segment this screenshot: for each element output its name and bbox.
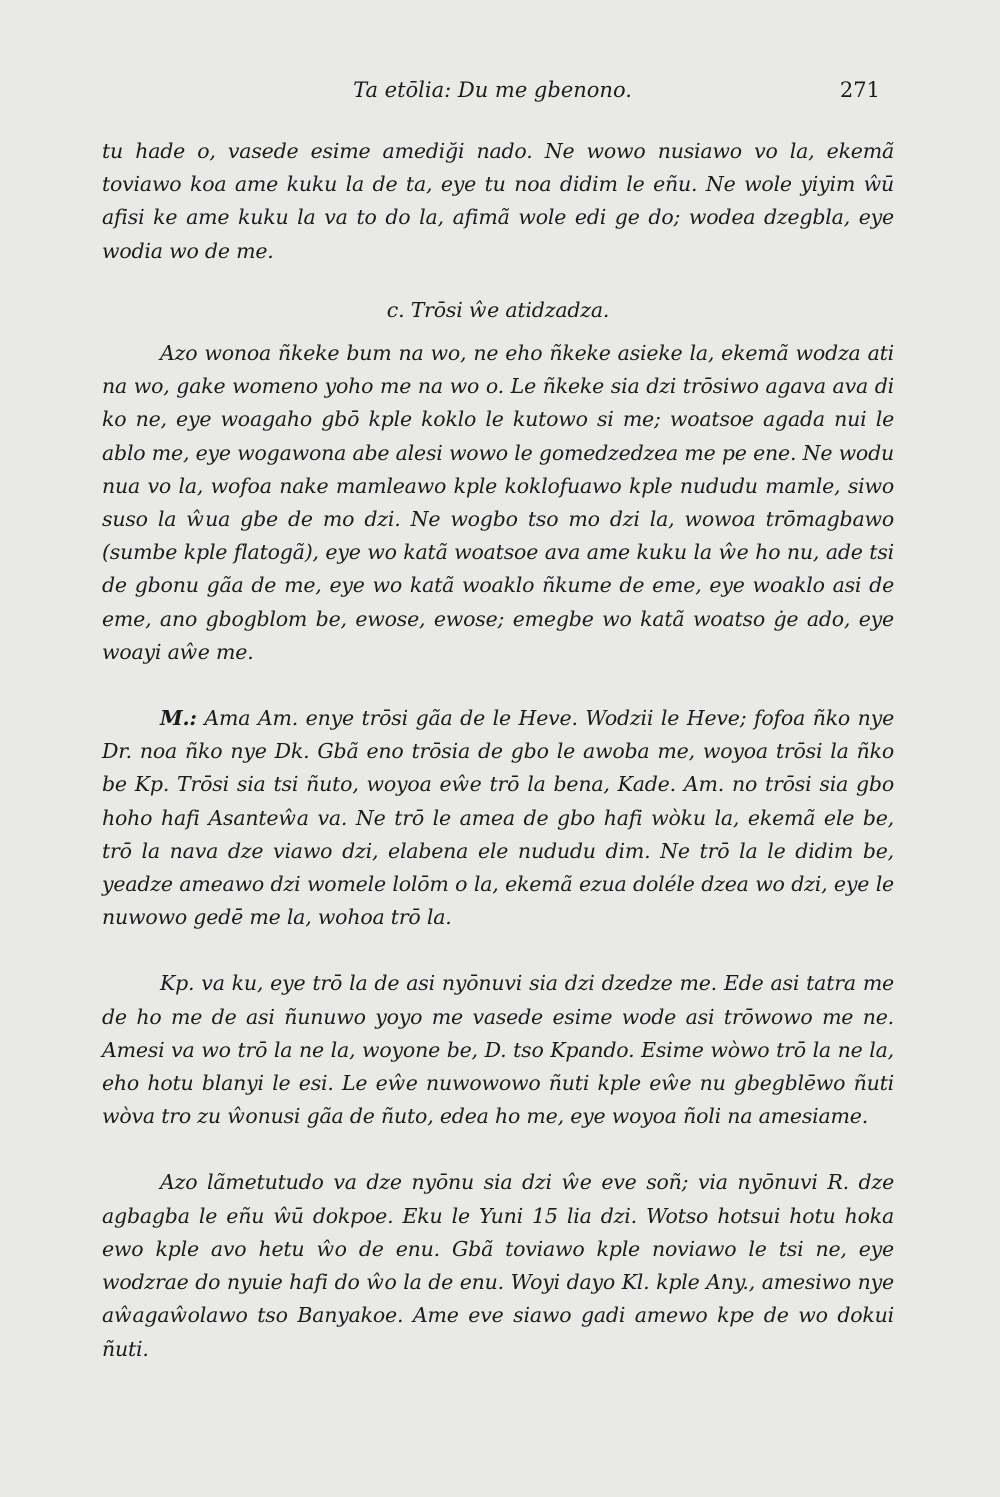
paragraph-5: Azo lãmetutudo va dze nyōnu sia dzi ŵe eve soñ; via nyōnuvi R. dze agbagba le eñu ŵū dokpoe. Eku le Yuni 15 lia dzi. Wotso hotsui hotu hoka ewo kple avo hetu ŵo de enu. Gbã toviawo kple noviawo le tsi ne, eye wodzrae do nyuie hafi do ŵo la de enu. Woyi dayo Kl. kple Any., amesiwo nye aŵagaŵolawo tso Banyakoe. Ame eve siawo gadi amewo kpe de wo dokui ñuti. — [102, 1170, 894, 1361]
section-subheading: c. Trōsi ŵe atidzadza. — [386, 297, 610, 322]
paragraph-3 — [102, 702, 894, 934]
page-number: 271 — [839, 78, 880, 102]
body-text — [102, 135, 894, 1366]
running-title: Ta etōlia: Du me gbenono. — [353, 78, 632, 102]
page-header — [105, 78, 880, 108]
paragraph-4: Kp. va ku, eye trō la de asi nyōnuvi sia dzi dzedze me. Ede asi tatra me de ho me de asi ñunuwo yoyo me vasede esime wode asi trōwowo me ne. Amesi va wo trō la ne la, woyone be, D. tso Kpando. Esime wòwo trō la ne la, eho hotu blanyi le esi. Le eŵe nuwowowo ñuti kple eŵe nu gbegblēwo ñuti wòva tro zu ŵonusi gãa de ñuto, edea ho me, eye woyoa ñoli na amesiame. — [102, 971, 894, 1129]
paragraph-2: Azo wonoa ñkeke bum na wo, ne eho ñkeke asieke la, ekemã wodza ati na wo, gake womeno yoho me na wo o. Le ñkeke sia dzi trōsiwo agava ava di ko ne, eye woagaho gbō kple koklo le kutowo si me; woatsoe agada nui le ablo me, eye wogawona abe alesi wowo le gomedzedzea me pe ene. Ne wodu nua vo la, wofoa nake mamleawo kple koklofuawo kple nududu mamle, siwo suso la ŵua gbe de mo dzi. Ne wogbo tso mo dzi la, wowoa trōmagbawo (sumbe kple flatogã), eye wo katã woatsoe ava ame kuku la ŵe ho nu, ade tsi de gbonu gãa de me, eye wo katã woaklo ñkume de eme, eye woaklo asi de eme, ano gbogblom be, ewose, ewose; emegbe wo katã woatso ġe ado, eye woayi aŵe me. — [102, 341, 894, 664]
paragraph-1: tu hade o, vasede esime amediği nado. Ne wowo nusiawo vo la, ekemã toviawo koa ame kuku la de ta, eye tu noa didim le eñu. Ne wole yiyim ŵū afisi ke ame kuku la va to do la, afimã wole edi ge do; wodea dzegbla, eye wodia wo de me. — [102, 139, 894, 263]
paragraph-3-text: Ama Am. enye trōsi gãa de le Heve. Wodzii le Heve; fofoa ñko nye Dr. noa ñko nye Dk. Gbã eno trōsia de gbo le awoba me, woyoa trōsi la ñko be Kp. Trōsi sia tsi ñuto, woyoa eŵe trō la bena, Kade. Am. no trōsi sia gbo hoho hafi Asanteŵa va. Ne trō le amea de gbo hafi wòku la, ekemã ele be, trō la nava dze viawo dzi, elabena ele nududu dim. Ne trō la le didim be, yeadze ameawo dzi womele lolōm o la, ekemã ezua doléle dzea wo dzi, eye le nuwowo gedē me la, wohoa trō la. — [102, 706, 894, 930]
speaker-label: M.: — [160, 706, 197, 731]
